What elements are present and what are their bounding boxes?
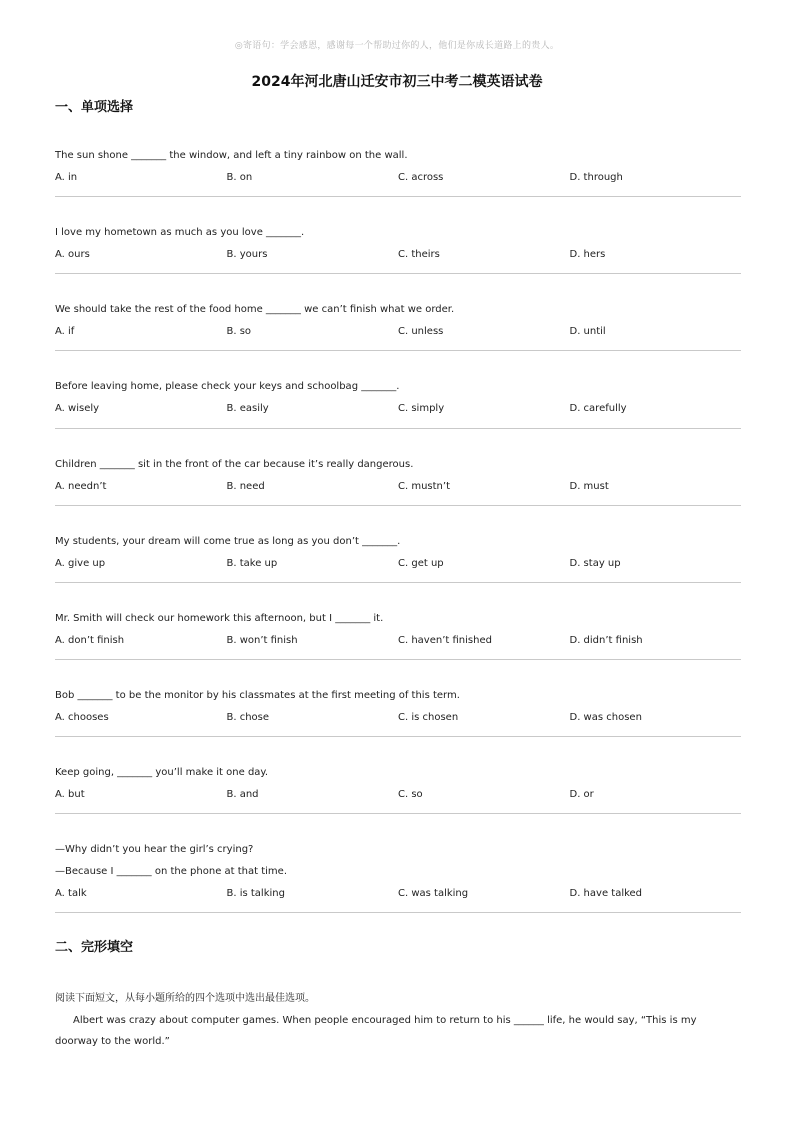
option-a[interactable]: A. needn’t — [55, 481, 107, 492]
question-4 — [55, 380, 741, 429]
section-heading-single-choice: 一、单项选择 — [55, 100, 134, 115]
option-c[interactable]: C. so — [398, 789, 423, 800]
option-d[interactable]: D. stay up — [569, 558, 621, 569]
question-6 — [55, 535, 741, 583]
option-a[interactable]: A. but — [55, 789, 85, 800]
option-c[interactable]: C. get up — [398, 558, 444, 569]
cloze-passage: Albert was crazy about computer games. When people encouraged him to return to his ______ life, he would say, “This is my doorway to the world.” — [55, 1015, 697, 1047]
option-a[interactable]: A. if — [55, 326, 75, 337]
option-c[interactable]: C. unless — [398, 326, 444, 337]
option-a[interactable]: A. talk — [55, 888, 87, 899]
option-d[interactable]: D. didn’t finish — [569, 635, 643, 646]
option-c[interactable]: C. simply — [398, 403, 445, 414]
option-c[interactable]: C. across — [398, 172, 444, 183]
option-b[interactable]: B. need — [226, 481, 265, 492]
question-stem: I love my hometown as much as you love _______. — [55, 227, 305, 238]
question-2 — [55, 226, 741, 274]
option-d[interactable]: D. must — [569, 481, 609, 492]
option-b[interactable]: B. is talking — [226, 888, 285, 899]
option-c[interactable]: C. mustn’t — [398, 481, 450, 492]
option-c[interactable]: C. theirs — [398, 249, 440, 260]
cloze-instruction: 阅读下面短文，从每小题所给的四个选项中选出最佳选项。 — [55, 993, 315, 1004]
question-stem: Mr. Smith will check our homework this afternoon, but I _______ it. — [55, 613, 384, 624]
option-a[interactable]: A. wisely — [55, 403, 100, 414]
question-stem: Keep going, _______ you’ll make it one day. — [55, 767, 269, 778]
question-stem: My students, your dream will come true as long as you don’t _______. — [55, 536, 401, 547]
question-stem: Bob _______ to be the monitor by his classmates at the first meeting of this term. — [55, 690, 460, 701]
option-a[interactable]: A. in — [55, 172, 78, 183]
question-10 — [55, 843, 741, 913]
option-b[interactable]: B. yours — [226, 249, 268, 260]
option-b[interactable]: B. so — [226, 326, 252, 337]
question-stem-line-2: —Because I _______ on the phone at that time. — [55, 866, 288, 877]
option-b[interactable]: B. easily — [226, 403, 269, 414]
question-7 — [55, 612, 741, 660]
question-1 — [55, 149, 741, 197]
option-b[interactable]: B. and — [226, 789, 259, 800]
option-d[interactable]: D. through — [569, 172, 623, 183]
option-a[interactable]: A. give up — [55, 558, 106, 569]
exam-title: 2024年河北唐山迁安市初三中考二模英语试卷 — [251, 74, 543, 90]
option-d[interactable]: D. or — [569, 789, 594, 800]
option-c[interactable]: C. haven’t finished — [398, 635, 492, 646]
question-stem: Before leaving home, please check your keys and schoolbag _______. — [55, 381, 400, 392]
question-stem: Children _______ sit in the front of the car because it’s really dangerous. — [55, 459, 414, 470]
option-c[interactable]: C. was talking — [398, 888, 469, 899]
option-a[interactable]: A. ours — [55, 249, 90, 260]
option-b[interactable]: B. on — [226, 172, 253, 183]
option-d[interactable]: D. hers — [569, 249, 606, 260]
option-b[interactable]: B. won’t finish — [226, 635, 298, 646]
question-3 — [55, 303, 741, 351]
option-b[interactable]: B. chose — [226, 712, 270, 723]
option-c[interactable]: C. is chosen — [398, 712, 459, 723]
option-d[interactable]: D. have talked — [569, 888, 643, 899]
question-stem: We should take the rest of the food home _______ we can’t finish what we order. — [55, 304, 455, 315]
option-a[interactable]: A. don’t finish — [55, 635, 125, 646]
option-b[interactable]: B. take up — [226, 558, 278, 569]
option-d[interactable]: D. carefully — [569, 403, 627, 414]
motto-header: ◎寄语句：学会感恩，感谢每一个帮助过你的人，他们是你成长道路上的贵人。 — [234, 41, 560, 51]
question-stem: The sun shone _______ the window, and left a tiny rainbow on the wall. — [55, 150, 408, 161]
question-8 — [55, 689, 741, 737]
option-d[interactable]: D. until — [569, 326, 606, 337]
section-heading-cloze: 二、完形填空 — [55, 940, 134, 955]
question-5 — [55, 458, 741, 506]
option-a[interactable]: A. chooses — [55, 712, 109, 723]
option-d[interactable]: D. was chosen — [569, 712, 642, 723]
question-9 — [55, 766, 741, 814]
question-stem: —Why didn’t you hear the girl’s crying? — [55, 844, 254, 855]
